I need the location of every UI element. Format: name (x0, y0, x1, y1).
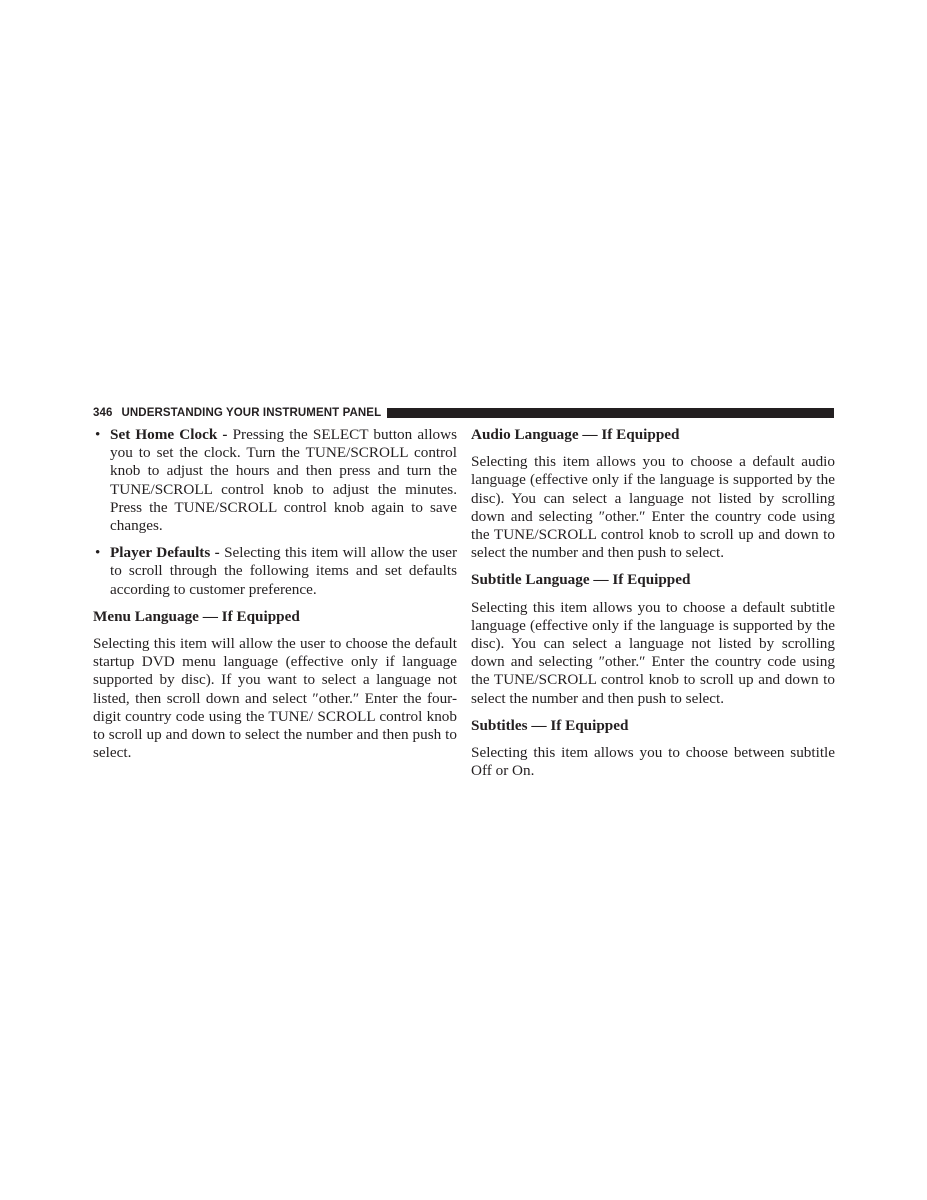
bullet-text: Pressing the SELECT button allows you to set the clock. Turn the TUNE/SCROLL control knob to adjust the hours and then press and turn the TUNE/SCROLL control knob to adjust the minutes. Press the TUNE/SCROLL control knob again to save changes. (110, 426, 458, 535)
header-rule-bar (387, 408, 834, 418)
menu-language-paragraph: Selecting this item will allow the user to choose the default startup DVD menu language (effective only if language supported by disc). If you want to select a language not listed, then scroll down and select ″other.″ Enter the four-digit country code using the TUNE/ SCROLL control knob to scroll up and down to select the number and then push to select. (93, 635, 457, 762)
subtitle-language-paragraph: Selecting this item allows you to choose a default subtitle language (effective only if the language is supported by the disc). You can select a language not listed by scrolling down and selecting ″other.″ Enter the country code using the TUNE/SCROLL control knob to scroll up and down to select the number and then push to select. (471, 598, 835, 707)
bullet-text: Selecting this item will allow the user to scroll through the following items and set defaults according to customer preference. (110, 544, 457, 598)
section-title: UNDERSTANDING YOUR INSTRUMENT PANEL (121, 406, 382, 419)
bullet-set-home-clock (93, 426, 457, 535)
menu-language-heading: Menu Language — If Equipped (93, 607, 300, 625)
bullet-term: Set Home Clock - (110, 426, 228, 443)
bullet-term: Player Defaults - (110, 544, 220, 562)
right-column (471, 426, 835, 789)
page-number: 346 (93, 406, 113, 419)
audio-language-heading: Audio Language — If Equipped (471, 426, 680, 443)
bullet-dot-icon: • (95, 544, 101, 562)
audio-language-paragraph: Selecting this item allows you to choose a default audio language (effective only if the language is supported by the disc). You can select a language not listed by scrolling down and selecting ″other.″ Enter the country code using the TUNE/SCROLL control knob to scroll up and down to select the number and then push to select. (471, 453, 835, 562)
bullet-player-defaults (93, 544, 457, 599)
subtitle-language-heading: Subtitle Language — If Equipped (471, 571, 691, 589)
bullet-dot-icon: • (95, 426, 101, 443)
page-header (93, 405, 834, 420)
left-column (93, 426, 457, 771)
subtitles-heading: Subtitles — If Equipped (471, 716, 629, 734)
subtitles-paragraph: Selecting this item allows you to choose between subtitle Off or On. (471, 744, 835, 780)
